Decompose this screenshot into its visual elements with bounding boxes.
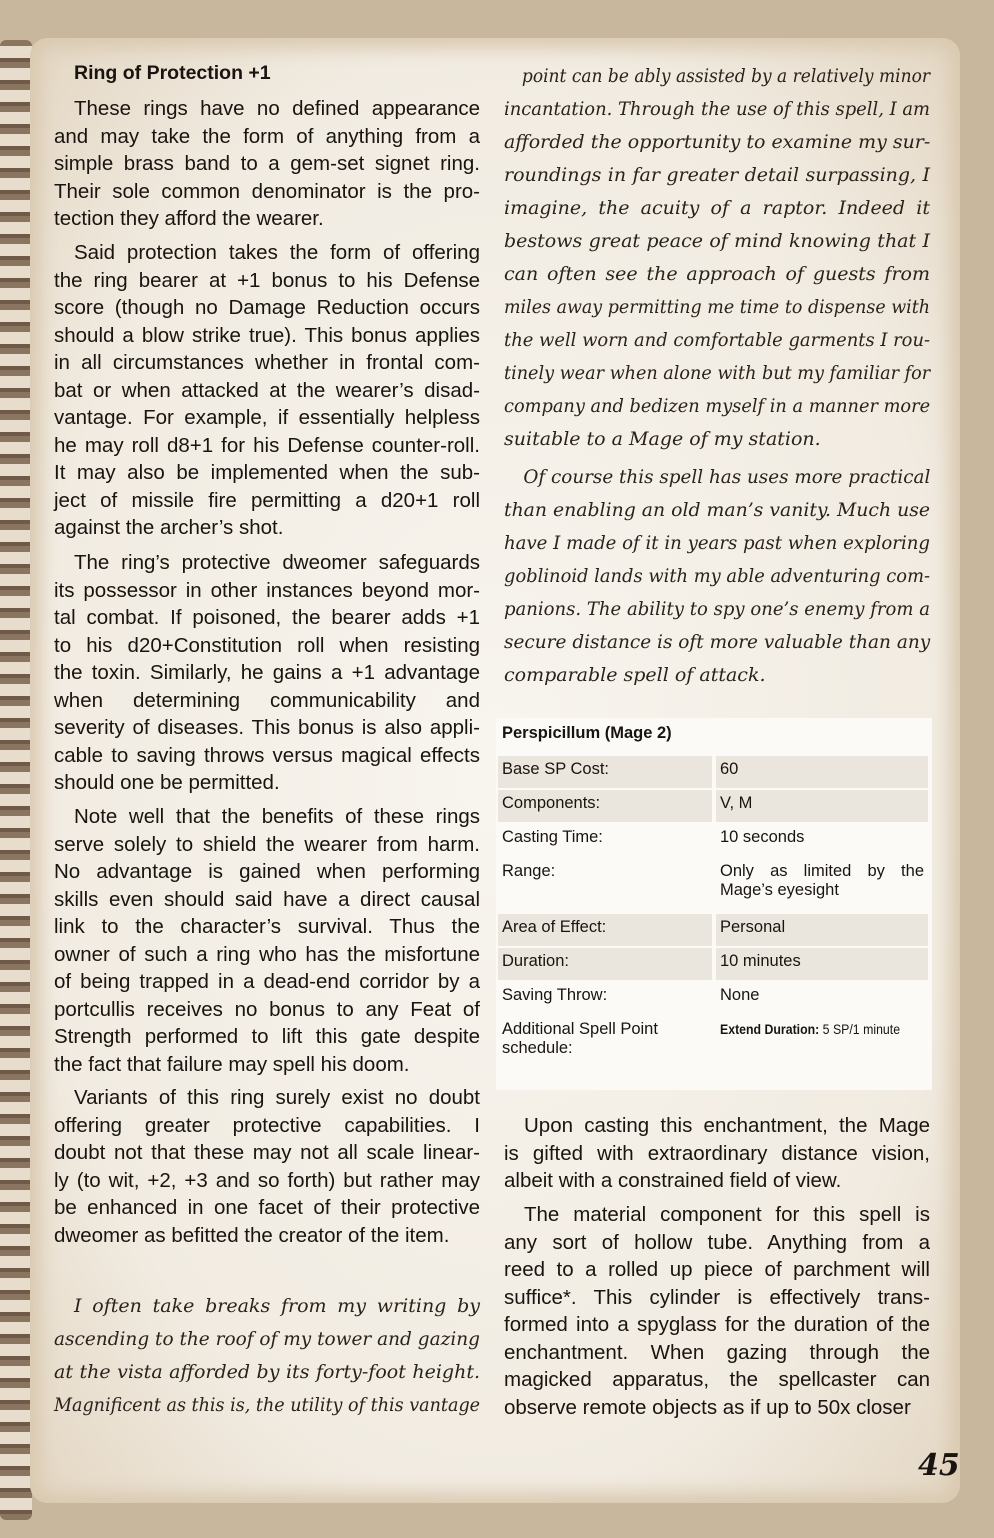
text-line: than enabling an old man’s vanity. Much use bbox=[504, 499, 930, 521]
text-line: doubt not that these may not all scale linear- bbox=[54, 1141, 480, 1164]
text-line: tection they afford the wearer. bbox=[54, 207, 324, 230]
row-value: None bbox=[720, 986, 760, 1004]
text-line: ly (to wit, +2, +3 and so forth) but rather may bbox=[54, 1168, 480, 1192]
row-value: 60 bbox=[716, 756, 928, 788]
paragraph bbox=[54, 95, 480, 233]
text-line: offering greater protective capabilities. I bbox=[54, 1113, 480, 1137]
text-line: can often see the approach of guests from bbox=[504, 263, 930, 285]
table-row bbox=[498, 982, 928, 1014]
row-value: V, M bbox=[716, 790, 928, 822]
text-line: any sort of hollow tube. Anything from a bbox=[504, 1230, 930, 1254]
text-line: should one be permitted. bbox=[54, 771, 280, 794]
text-line: point can be ably assisted by a relatively minor bbox=[521, 65, 930, 87]
value-text: 5 SP/1 minute bbox=[822, 1021, 901, 1037]
row-label: Components: bbox=[498, 790, 712, 822]
text-line: Variants of this ring surely exist no doubt bbox=[74, 1086, 480, 1109]
text-line: I often take breaks from my writing by bbox=[74, 1295, 480, 1317]
value-emphasis: Extend Duration: bbox=[720, 1021, 820, 1037]
text-line: miles away permitting me time to dispense with bbox=[504, 296, 930, 318]
text-line: suitable to a Mage of my station. bbox=[504, 428, 821, 450]
text-line: secure distance is oft more valuable than any bbox=[504, 631, 931, 653]
row-value: 10 minutes bbox=[716, 948, 928, 980]
text-line: enchantment. When gazing through the bbox=[504, 1340, 930, 1364]
text-line: reed to a rolled up piece of parchment will bbox=[504, 1258, 930, 1281]
table-row bbox=[498, 858, 928, 912]
text-line: should a blow strike true). This bonus applies bbox=[54, 323, 480, 347]
page-number: 45 bbox=[918, 1448, 960, 1483]
row-label: Base SP Cost: bbox=[498, 756, 712, 788]
handwritten-paragraph bbox=[54, 1290, 480, 1422]
table-row bbox=[498, 790, 928, 822]
text-line: panions. The ability to spy one’s enemy from a bbox=[504, 598, 930, 620]
table-row bbox=[498, 756, 928, 788]
text-line: when determining communicability and bbox=[54, 688, 480, 712]
table-row bbox=[498, 1016, 928, 1088]
paragraph bbox=[54, 549, 480, 797]
handwritten-paragraph bbox=[504, 60, 930, 456]
text-line: suffice*. This cylinder is effectively trans- bbox=[504, 1285, 930, 1309]
text-line: Their sole common denominator is the pro- bbox=[54, 179, 480, 203]
row-value: 10 seconds bbox=[720, 828, 805, 846]
table-row bbox=[498, 824, 928, 856]
text-line: incantation. Through the use of this spell, I am bbox=[504, 98, 931, 120]
text-line: its possessor in other instances beyond mor- bbox=[54, 578, 480, 602]
text-line: bestows great peace of mind knowing that I bbox=[504, 230, 930, 252]
text-line: in all circumstances whether in frontal com- bbox=[54, 351, 480, 374]
text-line: simple brass band to a gem-set signet ring. bbox=[54, 152, 480, 175]
row-label: Area of Effect: bbox=[498, 914, 712, 946]
text-line: imagine, the acuity of a raptor. Indeed it bbox=[504, 197, 930, 219]
row-value bbox=[716, 1016, 928, 1088]
table-row bbox=[498, 914, 928, 946]
row-label: Casting Time: bbox=[502, 828, 603, 846]
text-line: company and bedizen myself in a manner more bbox=[504, 395, 931, 417]
text-line: severity of diseases. This bonus is also appli- bbox=[54, 716, 480, 739]
decorative-chain-border bbox=[0, 40, 32, 1520]
text-line: These rings have no defined appearance bbox=[74, 97, 480, 120]
text-line: comparable spell of attack. bbox=[504, 664, 766, 686]
text-line: Magnificent as this is, the utility of this vantage bbox=[54, 1394, 481, 1416]
text-line: Said protection takes the form of offering bbox=[74, 241, 480, 264]
text-line: observe remote objects as if up to 50x closer bbox=[504, 1395, 911, 1419]
text-line: Note well that the benefits of these rings bbox=[74, 805, 480, 828]
handwritten-paragraph bbox=[504, 461, 930, 692]
text-line: score (though no Damage Reduction occurs bbox=[54, 296, 480, 319]
paragraph bbox=[504, 1112, 930, 1195]
row-label: Duration: bbox=[498, 948, 712, 980]
text-line: he may roll d8+1 for his Defense counter-roll. bbox=[54, 433, 480, 457]
text-line: The material component for this spell is bbox=[524, 1203, 930, 1226]
table-row bbox=[498, 948, 928, 980]
text-line: Of course this spell has uses more practical bbox=[523, 466, 931, 488]
paragraph bbox=[504, 1201, 930, 1421]
text-line: have I made of it in years past when exploring bbox=[504, 532, 930, 554]
text-line: albeit with a constrained field of view. bbox=[504, 1169, 842, 1192]
text-line: The ring’s protective dweomer safeguards bbox=[74, 551, 480, 574]
text-line: magicked apparatus, the spellcaster can bbox=[504, 1368, 930, 1391]
text-line: portcullis receives no bonus to any Feat of bbox=[54, 997, 480, 1021]
text-line: dweomer as befitted the creator of the item. bbox=[54, 1223, 450, 1247]
paragraph bbox=[54, 1084, 480, 1249]
text-line: vantage. For example, if essentially helpless bbox=[54, 406, 480, 429]
text-line: at the vista afforded by its forty-foot height. bbox=[54, 1361, 480, 1383]
text-line: cable to saving throws versus magical effects bbox=[54, 743, 480, 767]
text-line: be enhanced in one facet of their protective bbox=[54, 1196, 480, 1219]
text-line: goblinoid lands with my able adventuring com- bbox=[504, 565, 931, 587]
text-line: No advantage is gained when performing bbox=[54, 860, 480, 883]
row-label: Saving Throw: bbox=[502, 986, 608, 1004]
text-line: afforded the opportunity to examine my sur- bbox=[504, 131, 931, 153]
row-value: Only as limited by the Mage’s eyesight bbox=[720, 862, 924, 899]
text-line: owner of such a ring who has the misfortune bbox=[54, 942, 480, 966]
spell-stat-table bbox=[496, 718, 932, 1090]
row-label: Range: bbox=[502, 862, 556, 880]
paragraph bbox=[54, 803, 480, 1078]
text-line: of being trapped in a dead-end corridor by a bbox=[54, 970, 480, 993]
text-line: against the archer’s shot. bbox=[54, 516, 284, 539]
text-line: tal combat. If poisoned, the bearer adds +1 bbox=[54, 606, 480, 629]
text-line: skills even should said have a direct causal bbox=[54, 887, 480, 911]
paragraph bbox=[54, 239, 480, 542]
text-line: the fact that failure may spell his doom. bbox=[54, 1052, 410, 1076]
text-line: the toxin. Similarly, he gains a +1 advantage bbox=[54, 661, 480, 684]
text-line: serve solely to shield the wearer from harm. bbox=[54, 832, 480, 856]
text-line: link to the character’s survival. Thus the bbox=[54, 915, 480, 938]
row-label: Additional Spell Point schedule: bbox=[502, 1020, 658, 1057]
text-line: ject of missile fire permitting a d20+1 roll bbox=[54, 488, 480, 512]
row-value: Personal bbox=[716, 914, 928, 946]
section-heading: Ring of Protection +1 bbox=[74, 62, 271, 84]
text-line: bat or when attacked at the wearer’s disad- bbox=[54, 378, 480, 402]
text-line: roundings in far greater detail surpassing, I bbox=[504, 164, 930, 186]
text-line: ascending to the roof of my tower and gazing bbox=[54, 1328, 480, 1350]
text-line: the ring bearer at +1 bonus to his Defense bbox=[54, 268, 480, 292]
text-line: tinely wear when alone with but my familiar for bbox=[504, 362, 931, 384]
text-line: is gifted with extraordinary distance vision, bbox=[504, 1141, 930, 1165]
text-line: formed into a spyglass for the duration of the bbox=[504, 1313, 930, 1336]
text-line: It may also be implemented when the sub- bbox=[54, 461, 480, 484]
text-line: the well worn and comfortable garments I rou- bbox=[504, 329, 931, 351]
text-line: and may take the form of anything from a bbox=[54, 124, 480, 148]
spell-title: Perspicillum (Mage 2) bbox=[502, 724, 672, 742]
text-line: Upon casting this enchantment, the Mage bbox=[524, 1114, 930, 1137]
text-line: Strength performed to lift this gate despite bbox=[54, 1025, 480, 1048]
text-line: to his d20+Constitution roll when resisting bbox=[54, 633, 480, 657]
